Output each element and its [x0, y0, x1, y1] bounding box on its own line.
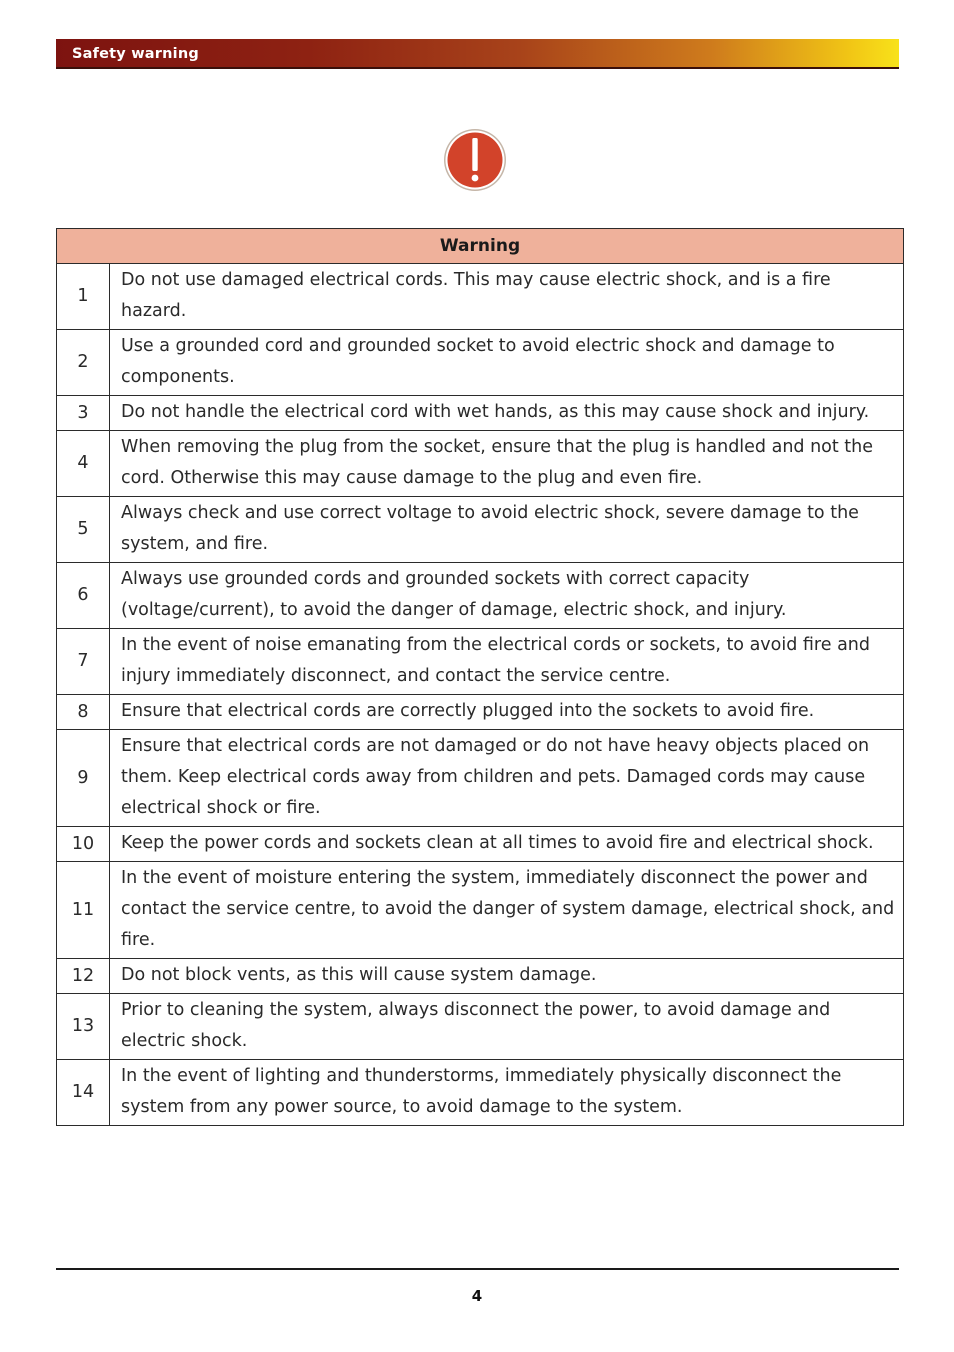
warning-text: Ensure that electrical cords are correctly plugged into the sockets to avoid fire.: [110, 695, 904, 730]
row-number: 4: [57, 431, 110, 497]
table-row: [57, 330, 904, 396]
table-row: [57, 827, 904, 862]
row-number: 8: [57, 695, 110, 730]
warning-table: [56, 228, 904, 1126]
exclamation-warning-icon: [443, 128, 507, 192]
table-row: [57, 959, 904, 994]
warning-text: Do not use damaged electrical cords. This may cause electric shock, and is a fire hazard.: [110, 264, 904, 330]
table-row: [57, 396, 904, 431]
warning-text: When removing the plug from the socket, ensure that the plug is handled and not the cord. Otherwise this may cause damage to the plug and even fire.: [110, 431, 904, 497]
table-row: [57, 1060, 904, 1126]
warning-table-heading: Warning: [57, 229, 904, 264]
row-number: 10: [57, 827, 110, 862]
warning-table-body: [57, 264, 904, 1126]
warning-text: Always check and use correct voltage to avoid electric shock, severe damage to the system, and fire.: [110, 497, 904, 563]
row-number: 6: [57, 563, 110, 629]
section-header-bar: [56, 39, 899, 69]
row-number: 3: [57, 396, 110, 431]
warning-text: Prior to cleaning the system, always disconnect the power, to avoid damage and electric shock.: [110, 994, 904, 1060]
warning-text: Do not block vents, as this will cause system damage.: [110, 959, 904, 994]
row-number: 14: [57, 1060, 110, 1126]
table-row: [57, 862, 904, 959]
table-row: [57, 629, 904, 695]
page-number: 4: [471, 1287, 483, 1305]
row-number: 11: [57, 862, 110, 959]
warning-text: In the event of moisture entering the system, immediately disconnect the power and contact the service centre, to avoid the danger of system damage, electrical shock, and fire.: [110, 862, 904, 959]
table-row: [57, 730, 904, 827]
table-row: [57, 264, 904, 330]
row-number: 9: [57, 730, 110, 827]
row-number: 7: [57, 629, 110, 695]
row-number: 5: [57, 497, 110, 563]
table-row: [57, 431, 904, 497]
section-title: Safety warning: [72, 46, 199, 62]
row-number: 1: [57, 264, 110, 330]
warning-table-header-row: [57, 229, 904, 264]
warning-text: Use a grounded cord and grounded socket to avoid electric shock and damage to components.: [110, 330, 904, 396]
warning-text: In the event of lighting and thunderstorms, immediately physically disconnect the system from any power source, to avoid damage to the system.: [110, 1060, 904, 1126]
warning-text: Ensure that electrical cords are not damaged or do not have heavy objects placed on them. Keep electrical cords away from children and pets. Damaged cords may cause electrical shock or fire.: [110, 730, 904, 827]
table-row: [57, 563, 904, 629]
footer-divider: [56, 1268, 899, 1270]
warning-text: In the event of noise emanating from the electrical cords or sockets, to avoid fire and injury immediately disconnect, and contact the service centre.: [110, 629, 904, 695]
warning-text: Do not handle the electrical cord with wet hands, as this may cause shock and injury.: [110, 396, 904, 431]
warning-text: Always use grounded cords and grounded sockets with correct capacity (voltage/current), to avoid the danger of damage, electric shock, and injury.: [110, 563, 904, 629]
row-number: 2: [57, 330, 110, 396]
row-number: 12: [57, 959, 110, 994]
table-row: [57, 497, 904, 563]
table-row: [57, 994, 904, 1060]
row-number: 13: [57, 994, 110, 1060]
warning-text: Keep the power cords and sockets clean at all times to avoid fire and electrical shock.: [110, 827, 904, 862]
table-row: [57, 695, 904, 730]
